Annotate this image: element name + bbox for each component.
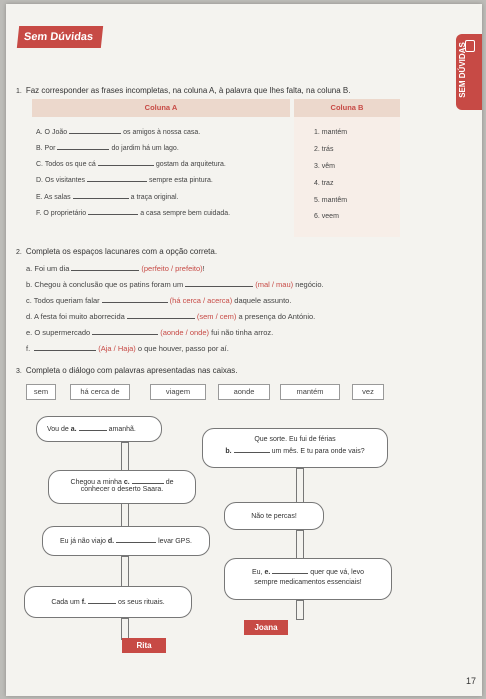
q2-item: e. O supermercado (aonde / onde) fui não tinha arroz. [26, 328, 274, 337]
connector [296, 530, 304, 560]
word-box: aonde [218, 384, 270, 400]
speech-bubble-a: Vou de a. amanhã. [36, 416, 162, 442]
word-box: sem [26, 384, 56, 400]
q2-item: a. Foi um dia (perfeito / prefeito)! [26, 264, 205, 273]
col-a-row: B. Por do jardim há um lago. [36, 145, 179, 152]
speech-bubble-d: Eu já não viajo d. levar GPS. [42, 526, 210, 556]
word-box: há cerca de [70, 384, 130, 400]
connector [121, 618, 129, 640]
connector [296, 468, 304, 504]
q2-instruction: 2. Completa os espaços lacunares com a opção correta. [16, 247, 218, 256]
speech-bubble-no-perder: Não te percas! [224, 502, 324, 530]
col-a-row: C. Todos os que cá gostam da arquitetura. [36, 161, 226, 168]
word-box: vez [352, 384, 384, 400]
col-b-item: 2. trás [314, 146, 334, 153]
col-a-header: Coluna A [32, 99, 290, 117]
word-box: viagem [150, 384, 206, 400]
connector [121, 502, 129, 528]
q2-item: c. Todos queriam falar (há cerca / acerca) daquele assunto. [26, 296, 292, 305]
connector [121, 556, 129, 588]
col-b-item: 5. mantêm [314, 197, 348, 204]
col-b-item: 6. veem [314, 213, 339, 220]
page-number: 17 [465, 676, 476, 686]
q3-instruction: 3. Completa o diálogo com palavras apresentadas nas caixas. [16, 366, 238, 375]
q2-item: b. Chegou à conclusão que os patins foram um (mal / mau) negócio. [26, 280, 324, 289]
q2-item: f. (Aja / Haja) o que houver, passo por aí. [26, 344, 229, 353]
col-a-row: F. O proprietário a casa sempre bem cuidada. [36, 210, 231, 217]
speech-bubble-f: Cada um f. os seus rituais. [24, 586, 192, 618]
col-b-item: 1. mantém [314, 129, 348, 136]
workbook-page [6, 4, 482, 696]
col-a-row: A. O João os amigos à nossa casa. [36, 129, 201, 136]
col-b-item: 3. vêm [314, 163, 336, 170]
speaker-label-joana: Joana [244, 620, 288, 635]
col-a-row: D. Os visitantes sempre esta pintura. [36, 177, 213, 184]
col-a-row: E. As salas a traça original. [36, 194, 179, 201]
speech-bubble-c: Chegou a minha c. de conhecer o deserto Saara. [48, 470, 196, 504]
col-b-header: Coluna B [294, 99, 400, 117]
speech-bubble-b: Que sorte. Eu fui de férias b. um mês. E tu para onde vais? [202, 428, 388, 468]
side-tab [456, 34, 482, 110]
q1-instruction: 1. Faz corresponder as frases incompletas, na coluna A, à palavra que lhes falta, na coluna B. [16, 86, 351, 95]
matching-table [32, 99, 400, 237]
section-title: Sem Dúvidas [17, 26, 103, 48]
col-b-item: 4. traz [314, 180, 334, 187]
word-box: mantém [280, 384, 340, 400]
speaker-label-rita: Rita [122, 638, 166, 653]
speech-bubble-e: Eu, e. quer que vá, levo sempre medicamentos essenciais! [224, 558, 392, 600]
side-tab-label: SEM DÚVIDAS [458, 42, 467, 98]
q2-item: d. A festa foi muito aborrecida (sem / cem) a presença do António. [26, 312, 316, 321]
connector [296, 600, 304, 620]
